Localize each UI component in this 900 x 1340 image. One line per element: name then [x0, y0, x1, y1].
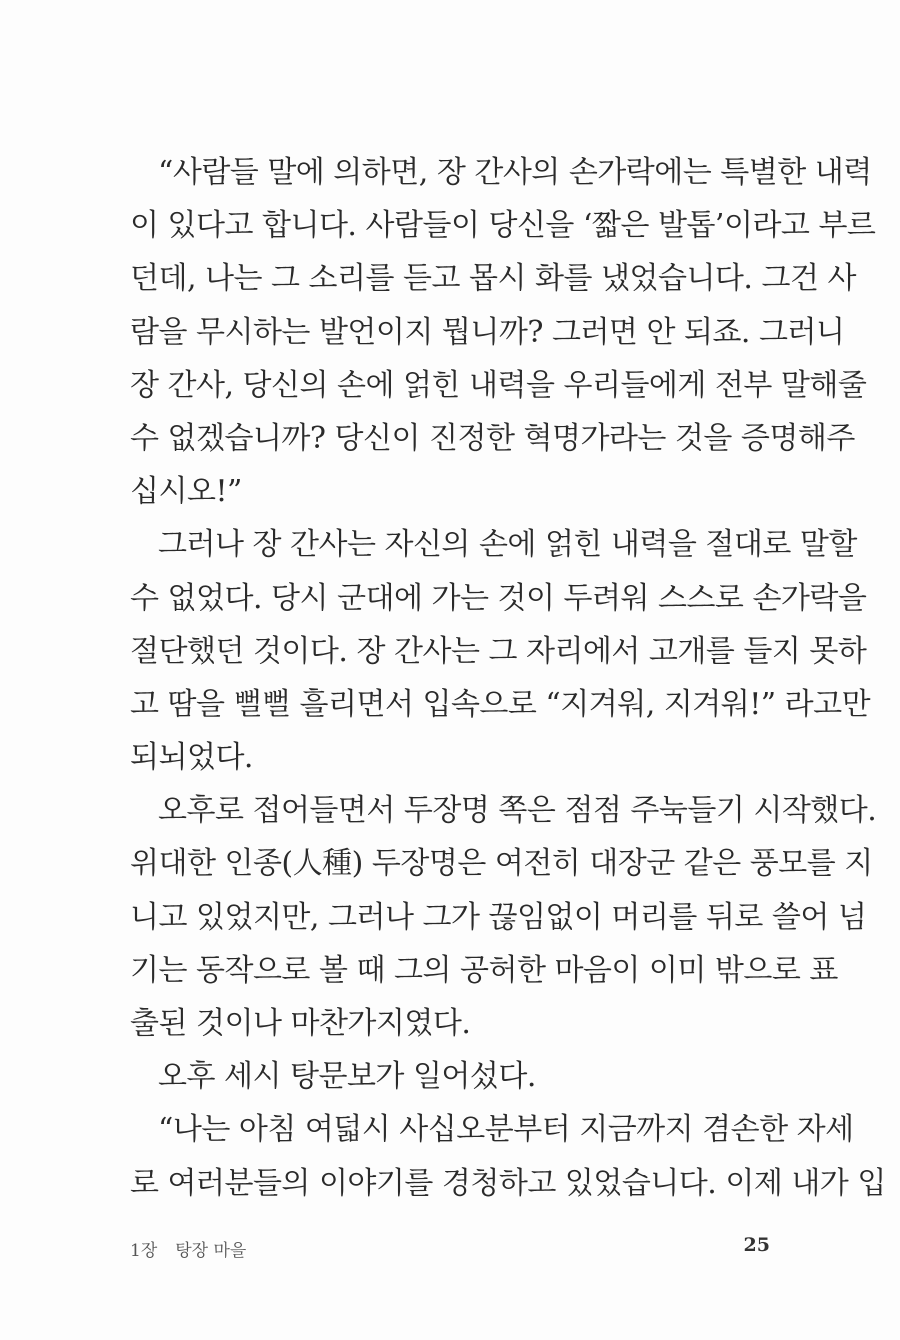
text-line: 수 없겠습니까? 당신이 진정한 혁명가라는 것을 증명해주: [130, 420, 855, 456]
text-line: 그러나 장 간사는 자신의 손에 얽힌 내력을 절대로 말할: [158, 527, 857, 563]
text-line: 오후로 접어들면서 두장명 쪽은 점점 주눅들기 시작했다.: [158, 793, 877, 829]
text-line: 장 간사, 당신의 손에 얽힌 내력을 우리들에게 전부 말해줄: [130, 367, 867, 403]
text-line: 이 있다고 합니다. 사람들이 당신을 ‘짧은 발톱’이라고 부르: [130, 208, 876, 244]
text-line: 절단했던 것이다. 장 간사는 그 자리에서 고개를 들지 못하: [130, 633, 867, 669]
text-line: 람을 무시하는 발언이지 뭡니까? 그러면 안 되죠. 그러니: [130, 314, 845, 350]
body-text: [130, 146, 886, 1210]
text-line: 던데, 나는 그 소리를 듣고 몹시 화를 냈었습니다. 그건 사: [130, 261, 856, 297]
text-line: 출된 것이나 마찬가지였다.: [130, 1006, 471, 1041]
text-line: 되뇌었다.: [130, 740, 253, 776]
text-line: 기는 동작으로 볼 때 그의 공허한 마음이 이미 밖으로 표: [130, 952, 838, 988]
text-line: 고 땀을 뻘뻘 흘리면서 입속으로 “지겨워, 지겨워!” 라고만: [130, 686, 871, 722]
text-line: “사람들 말에 의하면, 장 간사의 손가락에는 특별한 내력: [158, 155, 872, 190]
text-line: 오후 세시 탕문보가 일어섰다.: [158, 1059, 536, 1095]
text-line: “나는 아침 여덟시 사십오분부터 지금까지 겸손한 자세: [158, 1112, 854, 1148]
text-line: 수 없었다. 당시 군대에 가는 것이 두려워 스스로 손가락을: [130, 580, 867, 616]
text-line: 니고 있었지만, 그러나 그가 끊임없이 머리를 뒤로 쓸어 넘: [130, 899, 867, 935]
text-line: 로 여러분들의 이야기를 경청하고 있었습니다. 이제 내가 입: [130, 1165, 886, 1201]
text-line: 위대한 인종(人種) 두장명은 여전히 대장군 같은 풍모를 지: [130, 846, 873, 882]
text-line: 십시오!”: [130, 474, 242, 510]
page-number: 25: [743, 1234, 770, 1256]
chapter-title: 탕장 마을: [175, 1241, 247, 1261]
running-footer: [130, 1236, 246, 1261]
chapter-number: 1장: [130, 1241, 158, 1261]
